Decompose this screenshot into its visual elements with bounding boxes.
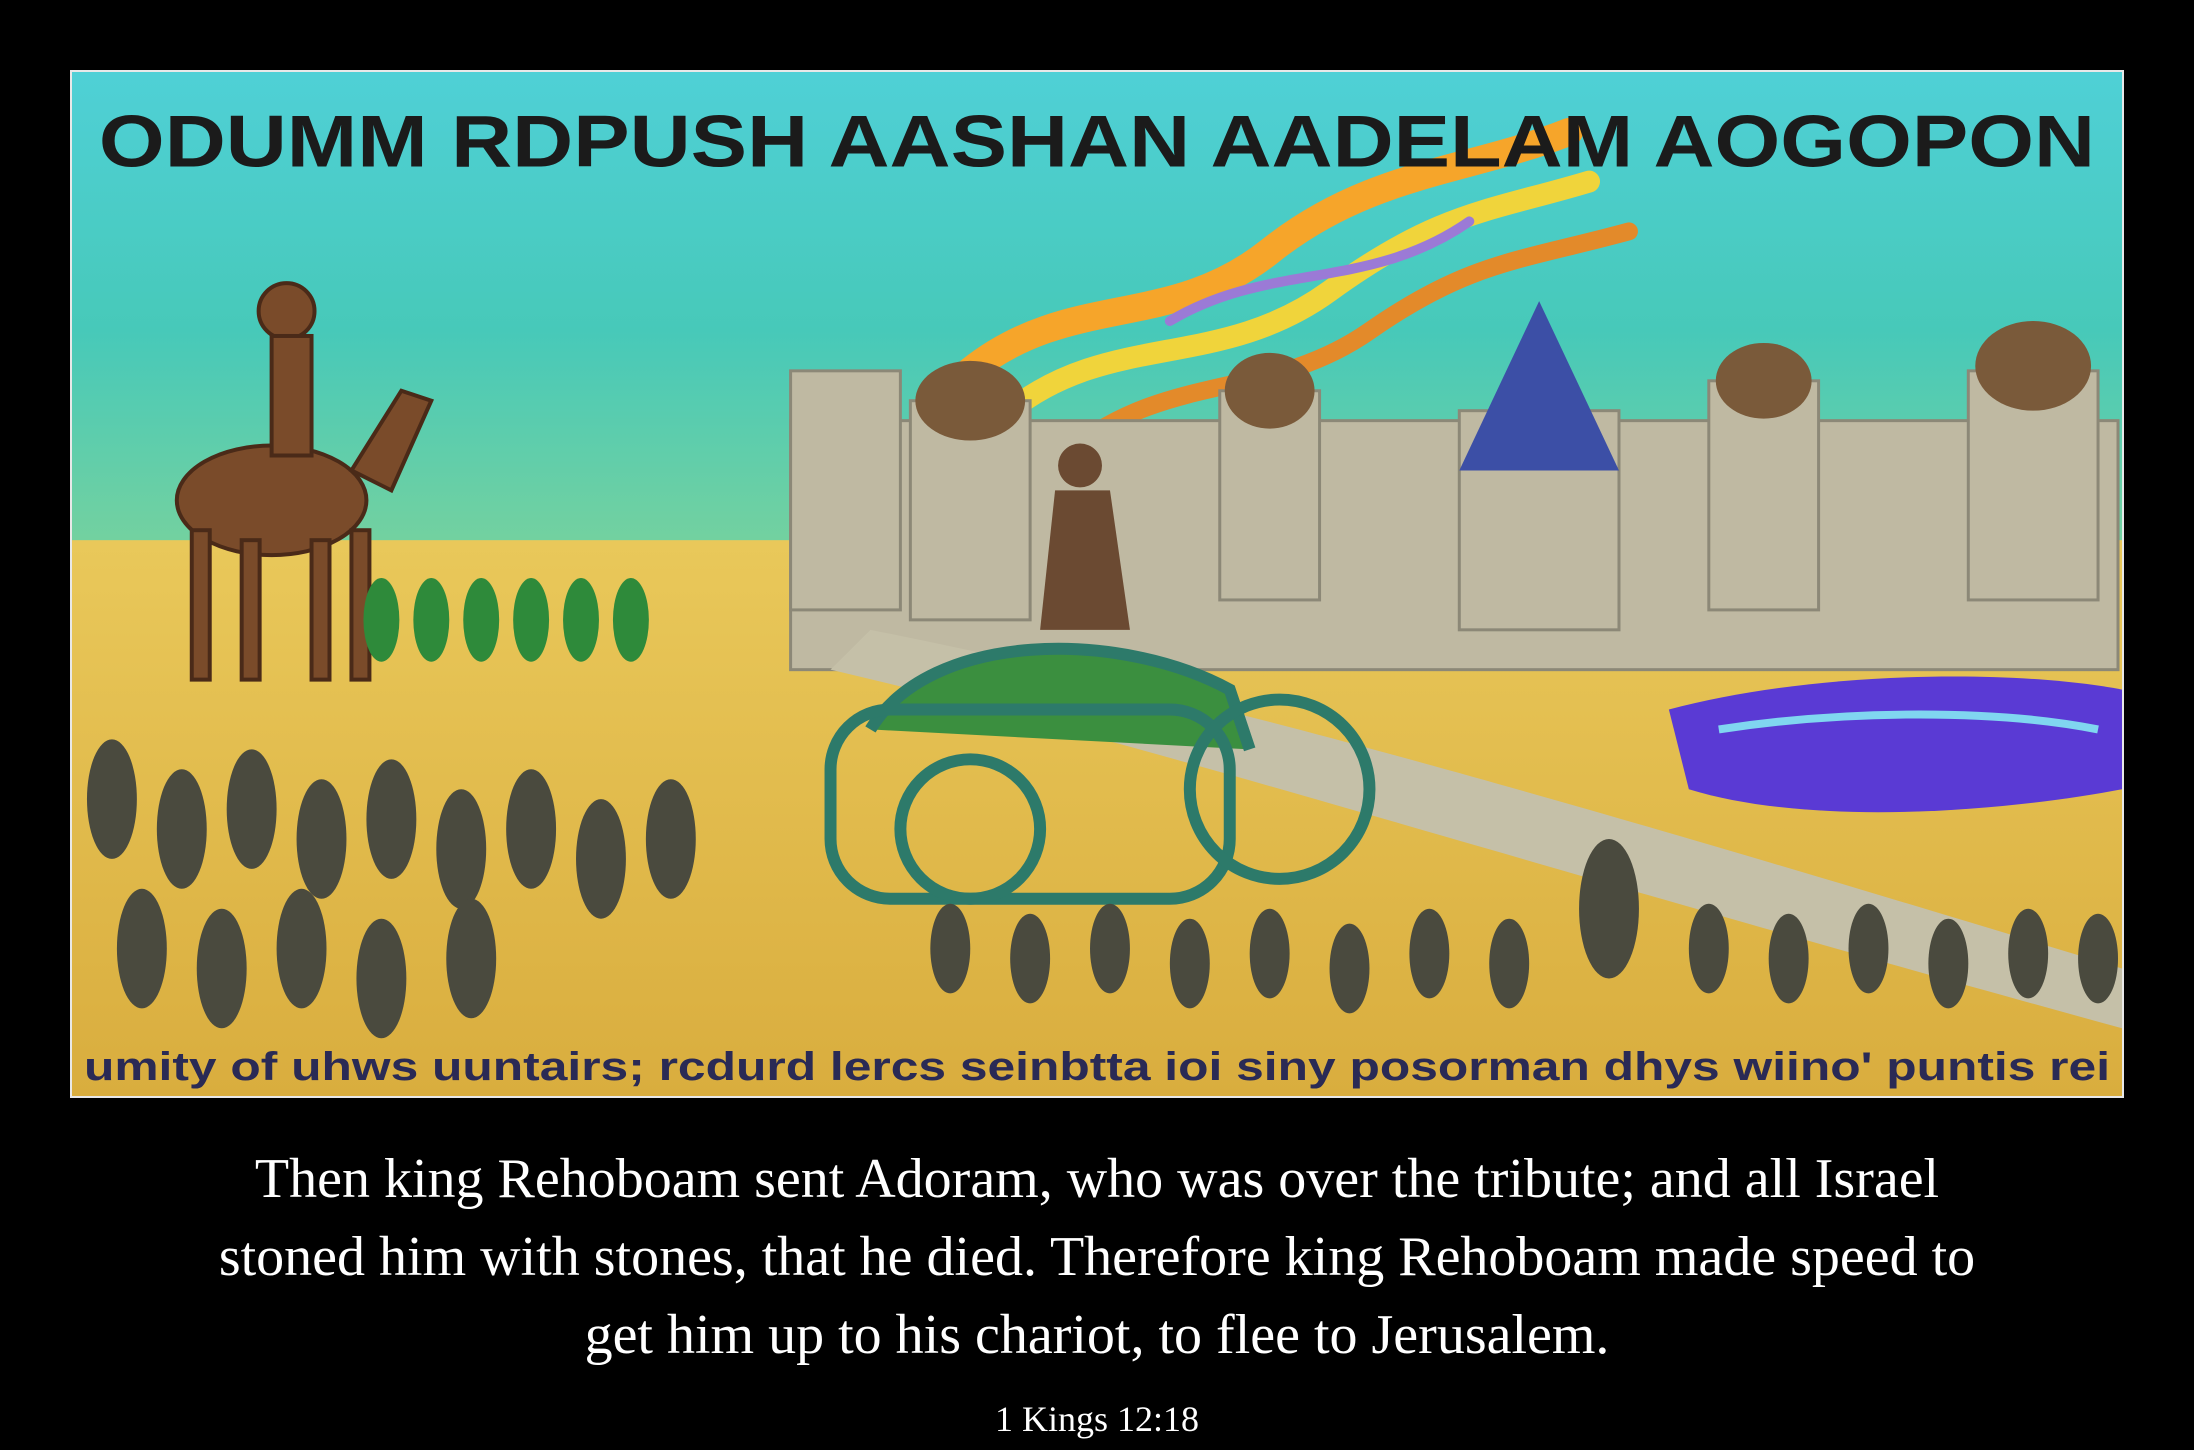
verse-reference: 1 Kings 12:18 [994,1399,1199,1439]
verse-line-3: get him up to his chariot, to flee to Jerusalem. [584,1304,1610,1366]
verse-line-2: stoned him with stones, that he died. Therefore king Rehoboam made speed to [218,1226,1976,1288]
verse-line-1: Then king Rehoboam sent Adoram, who was over the tribute; and all Israel [254,1148,1940,1210]
river [1669,677,2122,813]
painting [72,72,2122,1096]
painting-bottom-text: umity of uhws uuntairs; rcdurd lercs seinbtta ioi siny posorman dhys wiino' puntis rei [83,1045,2111,1090]
verse-caption [0,1140,2194,1374]
painting-frame [70,70,2124,1098]
painting-top-text: ODUMM RDPUSH AASHAN AADELAM AOGOPON [98,99,2096,183]
